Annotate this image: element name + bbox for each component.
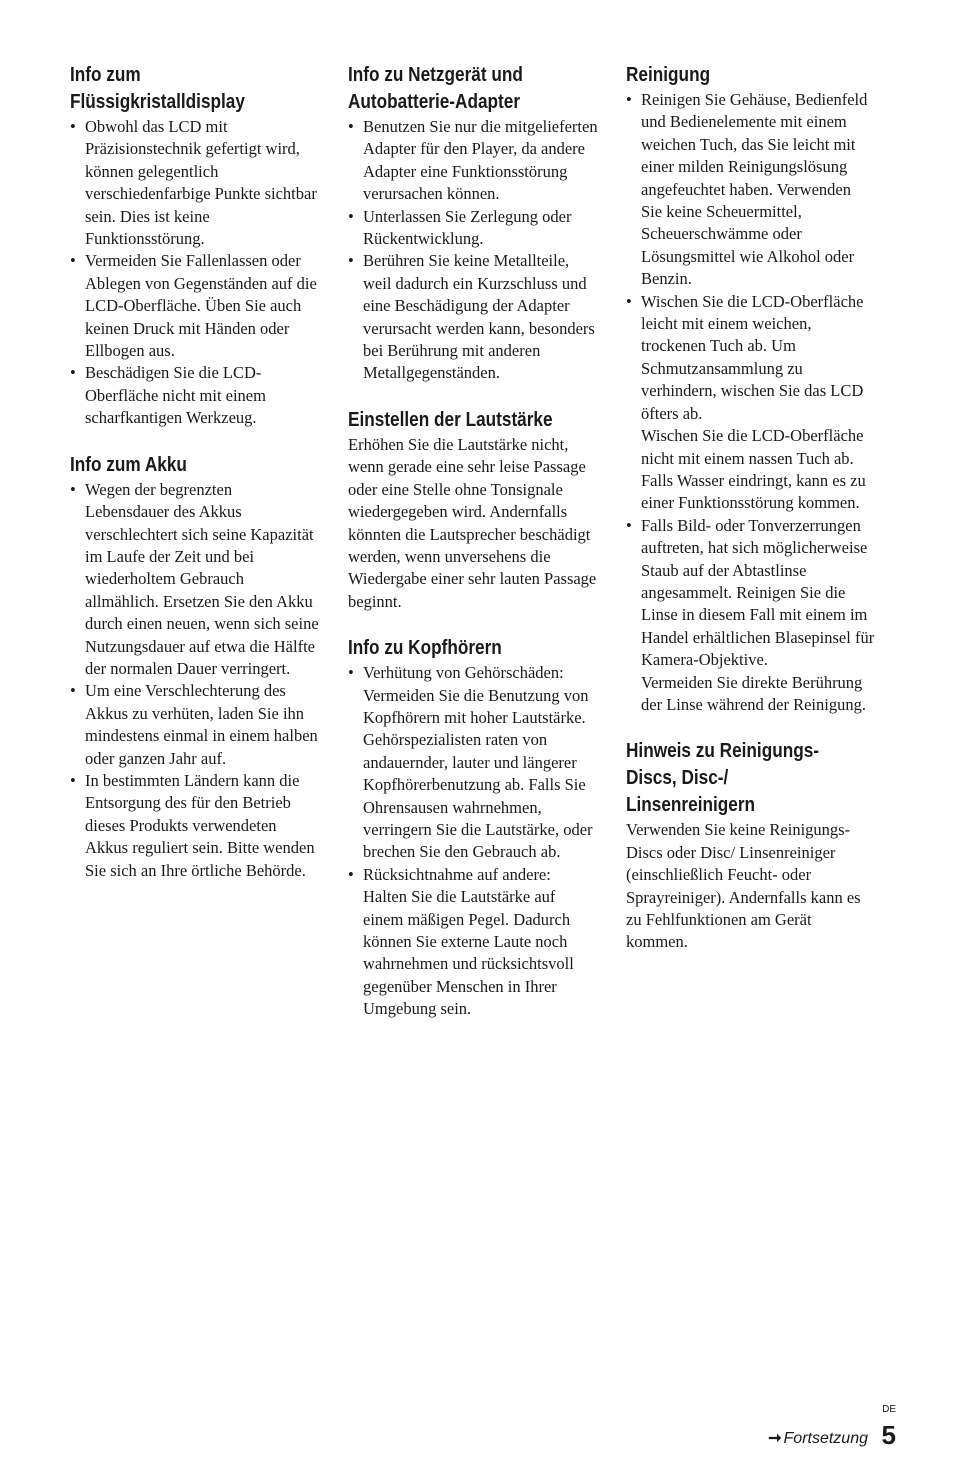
list-item-text: • Obwohl das LCD mit Präzisionstechnik gefertigt wird, können gelegentlich verschiedenfarbige Punkte sichtbar sein. Dies ist keine Funktionsstörung. (85, 117, 317, 249)
list-item (70, 770, 320, 882)
bullet-list (70, 116, 320, 430)
section-heading: Hinweis zu Reinigungs- Discs, Disc-/ Linsenreinigern (626, 740, 820, 817)
list-item (626, 515, 876, 717)
bullet-list (348, 662, 598, 1021)
section-info-zu-kopfhörern (348, 635, 598, 1021)
section-reinigung (626, 62, 876, 716)
section-body: Erhöhen Sie die Lautstärke nicht, wenn gerade eine sehr leise Passage oder eine Stelle ohne Tonsignale wiedergegeben wird. Andernfalls könnten die Lautsprecher beschädigt werden, wenn unversehens die Wiedergabe einer sehr lauten Passage beginnt. (348, 434, 597, 611)
list-item-text: • Vermeiden Sie Fallenlassen oder Ablegen von Gegenständen auf die LCD-Oberfläche. Üben Sie auch keinen Druck mit Händen oder Ellbogen aus. (85, 251, 317, 361)
section-heading: Reinigung (626, 64, 711, 86)
page-footer (696, 1404, 896, 1454)
list-item (70, 116, 320, 250)
list-item (626, 291, 876, 515)
list-item-text: • Wischen Sie die LCD-Oberfläche leicht mit einem weichen, trockenen Tuch ab. Um Schmutzansammlung zu verhindern, wischen Sie das LCD öfters ab. Wischen Sie die LCD-Oberfläche nicht mit einem nassen Tuch ab. Falls Wasser eindringt, kann es zu einer Funktionsstörung kommen. (641, 291, 866, 513)
list-item-text: • Falls Bild- oder Tonverzerrungen auftreten, hat sich möglicherweise Staub auf der Abtastlinse angesammelt. Reinigen Sie die Linse in diesem Fall mit einem im Handel erhältlichen Blasepinsel für Kamera-Objektive. Vermeiden Sie direkte Berührung der Linse während der Reinigung. (641, 515, 875, 714)
list-item-text: • Rücksichtnahme auf andere: Halten Sie die Lautstärke auf einem mäßigen Pegel. Dadurch können Sie externe Laute noch wahrnehmen und rücksichtsvoll gegenüber Menschen in Ihrer Umgebung sein. (363, 864, 574, 1019)
continued-note (768, 1428, 868, 1448)
list-item-text: • Wegen der begrenzten Lebensdauer des Akkus verschlechtert sich seine Kapazität im Laufe der Zeit und bei wiederholtem Gebrauch allmählich. Ersetzen Sie den Akku durch einen neuen, wenn sich seine Nutzungsdauer auf etwa die Hälfte der normalen Dauer verringert. (85, 479, 319, 678)
section-hinweis-zu-reinigungs-discs-disc-linsenr (626, 738, 876, 953)
list-item (70, 680, 320, 770)
list-item-text: • Berühren Sie keine Metallteile, weil dadurch ein Kurzschluss und eine Beschädigung der Adapter verursacht werden kann, besonders bei Berührung mit anderen Metallgegenständen. (363, 251, 595, 383)
list-item-text: • Beschädigen Sie die LCD-Oberfläche nicht mit einem scharfkantigen Werkzeug. (85, 363, 266, 428)
section-heading: Info zum Flüssigkristalldisplay (70, 64, 245, 113)
arrow-right-icon: ➞ (768, 1430, 782, 1447)
section-heading: Info zu Kopfhörern (348, 637, 502, 660)
bullet-list (348, 116, 598, 385)
list-item (70, 362, 320, 429)
section-heading: Info zum Akku (70, 453, 187, 476)
list-item-text: • In bestimmten Ländern kann die Entsorgung des für den Betrieb dieses Produkts verwendeten Akkus reguliert sein. Bitte wenden Sie sich an Ihre örtliche Behörde. (85, 770, 315, 880)
language-code: DE (882, 1404, 896, 1415)
list-item (348, 206, 598, 251)
section-heading: Info zu Netzgerät und Autobatterie-Adapter (348, 64, 523, 113)
list-item-text: • Verhütung von Gehörschäden: Vermeiden Sie die Benutzung von Kopfhörern mit hoher Lautstärke. Gehörspezialisten raten von andauernder, lauter und längerer Kopfhörerbenutzung ab. Falls Sie Ohrensausen wahrnehmen, verringern Sie die Lautstärke, oder brechen Sie den Gebrauch ab. (363, 663, 593, 862)
section-info-zu-netzgerät-und-autobatterie-adapt (348, 62, 598, 385)
list-item (348, 116, 598, 206)
column-middle (348, 62, 598, 1043)
list-item (348, 662, 598, 864)
list-item-text: • Unterlassen Sie Zerlegung oder Rückentwicklung. (363, 206, 572, 249)
bullet-list (70, 479, 320, 882)
list-item-text: • Reinigen Sie Gehäuse, Bedienfeld und Bedienelemente mit einem weichen Tuch, das Sie leicht mit einer milden Reinigungslösung angefeuchtet haben. Verwenden Sie keine Scheuermittel, Scheuerschwämme oder Lösungsmittel wie Alkohol oder Benzin. (641, 90, 868, 289)
section-einstellen-der-lautstärke (348, 407, 598, 613)
continued-label: Fortsetzung (783, 1430, 868, 1447)
section-heading: Einstellen der Lautstärke (348, 408, 553, 431)
list-item-text: • Um eine Verschlechterung des Akkus zu verhüten, laden Sie ihn mindestens einmal in einem halben oder ganzen Jahr auf. (85, 681, 318, 768)
list-item (626, 89, 876, 291)
list-item (348, 250, 598, 384)
section-body: Verwenden Sie keine Reinigungs-Discs oder Disc/ Linsenreiniger (einschließlich Feucht- oder Sprayreiniger). Andernfalls kann es zu Fehlfunktionen am Gerät kommen. (626, 820, 861, 952)
page-number: 5 (881, 1420, 896, 1450)
section-info-zum-flüssigkristalldisplay (70, 62, 320, 430)
list-item (70, 479, 320, 681)
section-info-zum-akku (70, 452, 320, 882)
list-item (70, 250, 320, 362)
column-left (70, 62, 320, 904)
list-item-text: • Benutzen Sie nur die mitgelieferten Adapter für den Player, da andere Adapter eine Funktionsstörung verursachen können. (363, 117, 598, 204)
bullet-list (626, 89, 876, 716)
list-item (348, 864, 598, 1021)
column-right (626, 62, 876, 976)
